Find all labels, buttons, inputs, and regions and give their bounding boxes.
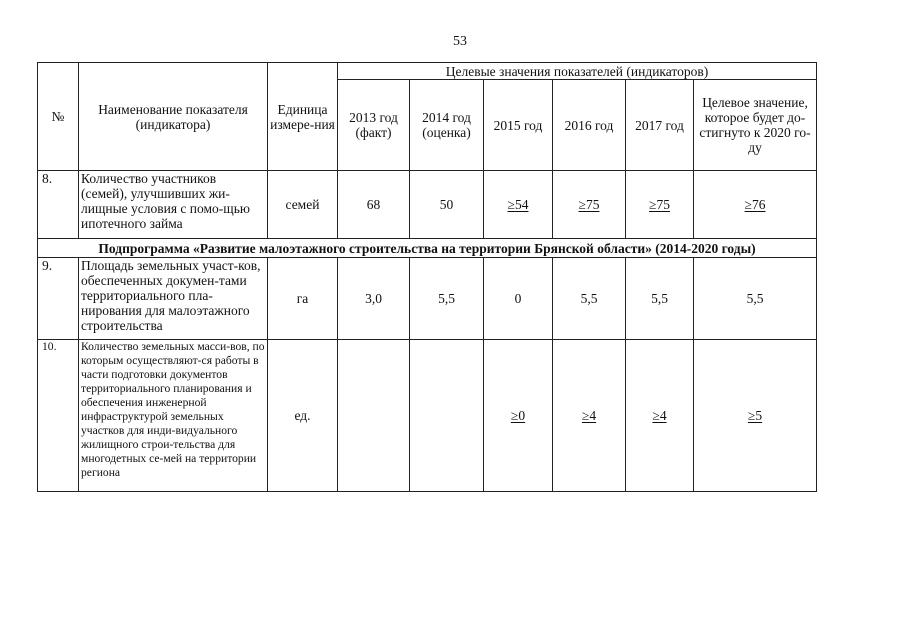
value-2013 bbox=[338, 340, 410, 492]
header-num: № bbox=[38, 63, 79, 171]
row-number: 10. bbox=[38, 340, 79, 492]
row-unit: семей bbox=[268, 171, 338, 239]
value-2015: 0 bbox=[484, 258, 553, 340]
value-2013: 68 bbox=[338, 171, 410, 239]
subprogram-row bbox=[38, 239, 817, 258]
value-2014: 50 bbox=[410, 171, 484, 239]
row-indicator-name: Количество участников (семей), улучшивших жи-лищные условия с помо-щью ипотечного займа bbox=[79, 171, 268, 239]
value-2015: ≥0 bbox=[484, 340, 553, 492]
value-2020: ≥76 bbox=[694, 171, 817, 239]
header-year-2014: 2014 год (оценка) bbox=[410, 80, 484, 171]
header-year-2017: 2017 год bbox=[626, 80, 694, 171]
value-2016: 5,5 bbox=[553, 258, 626, 340]
row-unit: ед. bbox=[268, 340, 338, 492]
row-unit: га bbox=[268, 258, 338, 340]
row-indicator-name: Площадь земельных участ-ков, обеспеченных докумен-тами территориального пла-нирования для малоэтажного строительства bbox=[79, 258, 268, 340]
value-2016: ≥75 bbox=[553, 171, 626, 239]
table-row bbox=[38, 340, 817, 492]
header-year-2015: 2015 год bbox=[484, 80, 553, 171]
header-target-2020: Целевое значение, которое будет до-стигнуто к 2020 го-ду bbox=[694, 80, 817, 171]
table-row bbox=[38, 258, 817, 340]
value-2020: ≥5 bbox=[694, 340, 817, 492]
value-2014 bbox=[410, 340, 484, 492]
value-2016: ≥4 bbox=[553, 340, 626, 492]
value-2014: 5,5 bbox=[410, 258, 484, 340]
value-2020: 5,5 bbox=[694, 258, 817, 340]
header-name: Наименование показателя (индикатора) bbox=[79, 63, 268, 171]
value-2017: ≥4 bbox=[626, 340, 694, 492]
value-2017: ≥75 bbox=[626, 171, 694, 239]
value-2015: ≥54 bbox=[484, 171, 553, 239]
header-unit: Единица измере-ния bbox=[268, 63, 338, 171]
row-indicator-name: Количество земельных масси-вов, по которым осуществляют-ся работы в части подготовки документов территориального планирования и обеспечения инженерной инфраструктурой земельных участков для инди-видуального жилищного строи-тельства для многодетных се-мей на территории региона bbox=[79, 340, 268, 492]
header-row-top bbox=[38, 63, 817, 80]
page-number: 53 bbox=[453, 34, 467, 49]
header-year-2013: 2013 год (факт) bbox=[338, 80, 410, 171]
value-2017: 5,5 bbox=[626, 258, 694, 340]
row-number: 8. bbox=[38, 171, 79, 239]
value-2013: 3,0 bbox=[338, 258, 410, 340]
subprogram-title: Подпрограмма «Развитие малоэтажного строительства на территории Брянской области» (2014-2020 годы) bbox=[38, 239, 817, 258]
row-number: 9. bbox=[38, 258, 79, 340]
header-year-2016: 2016 год bbox=[553, 80, 626, 171]
indicators-table bbox=[37, 62, 817, 492]
header-target-group: Целевые значения показателей (индикаторов) bbox=[338, 63, 817, 80]
table-row bbox=[38, 171, 817, 239]
